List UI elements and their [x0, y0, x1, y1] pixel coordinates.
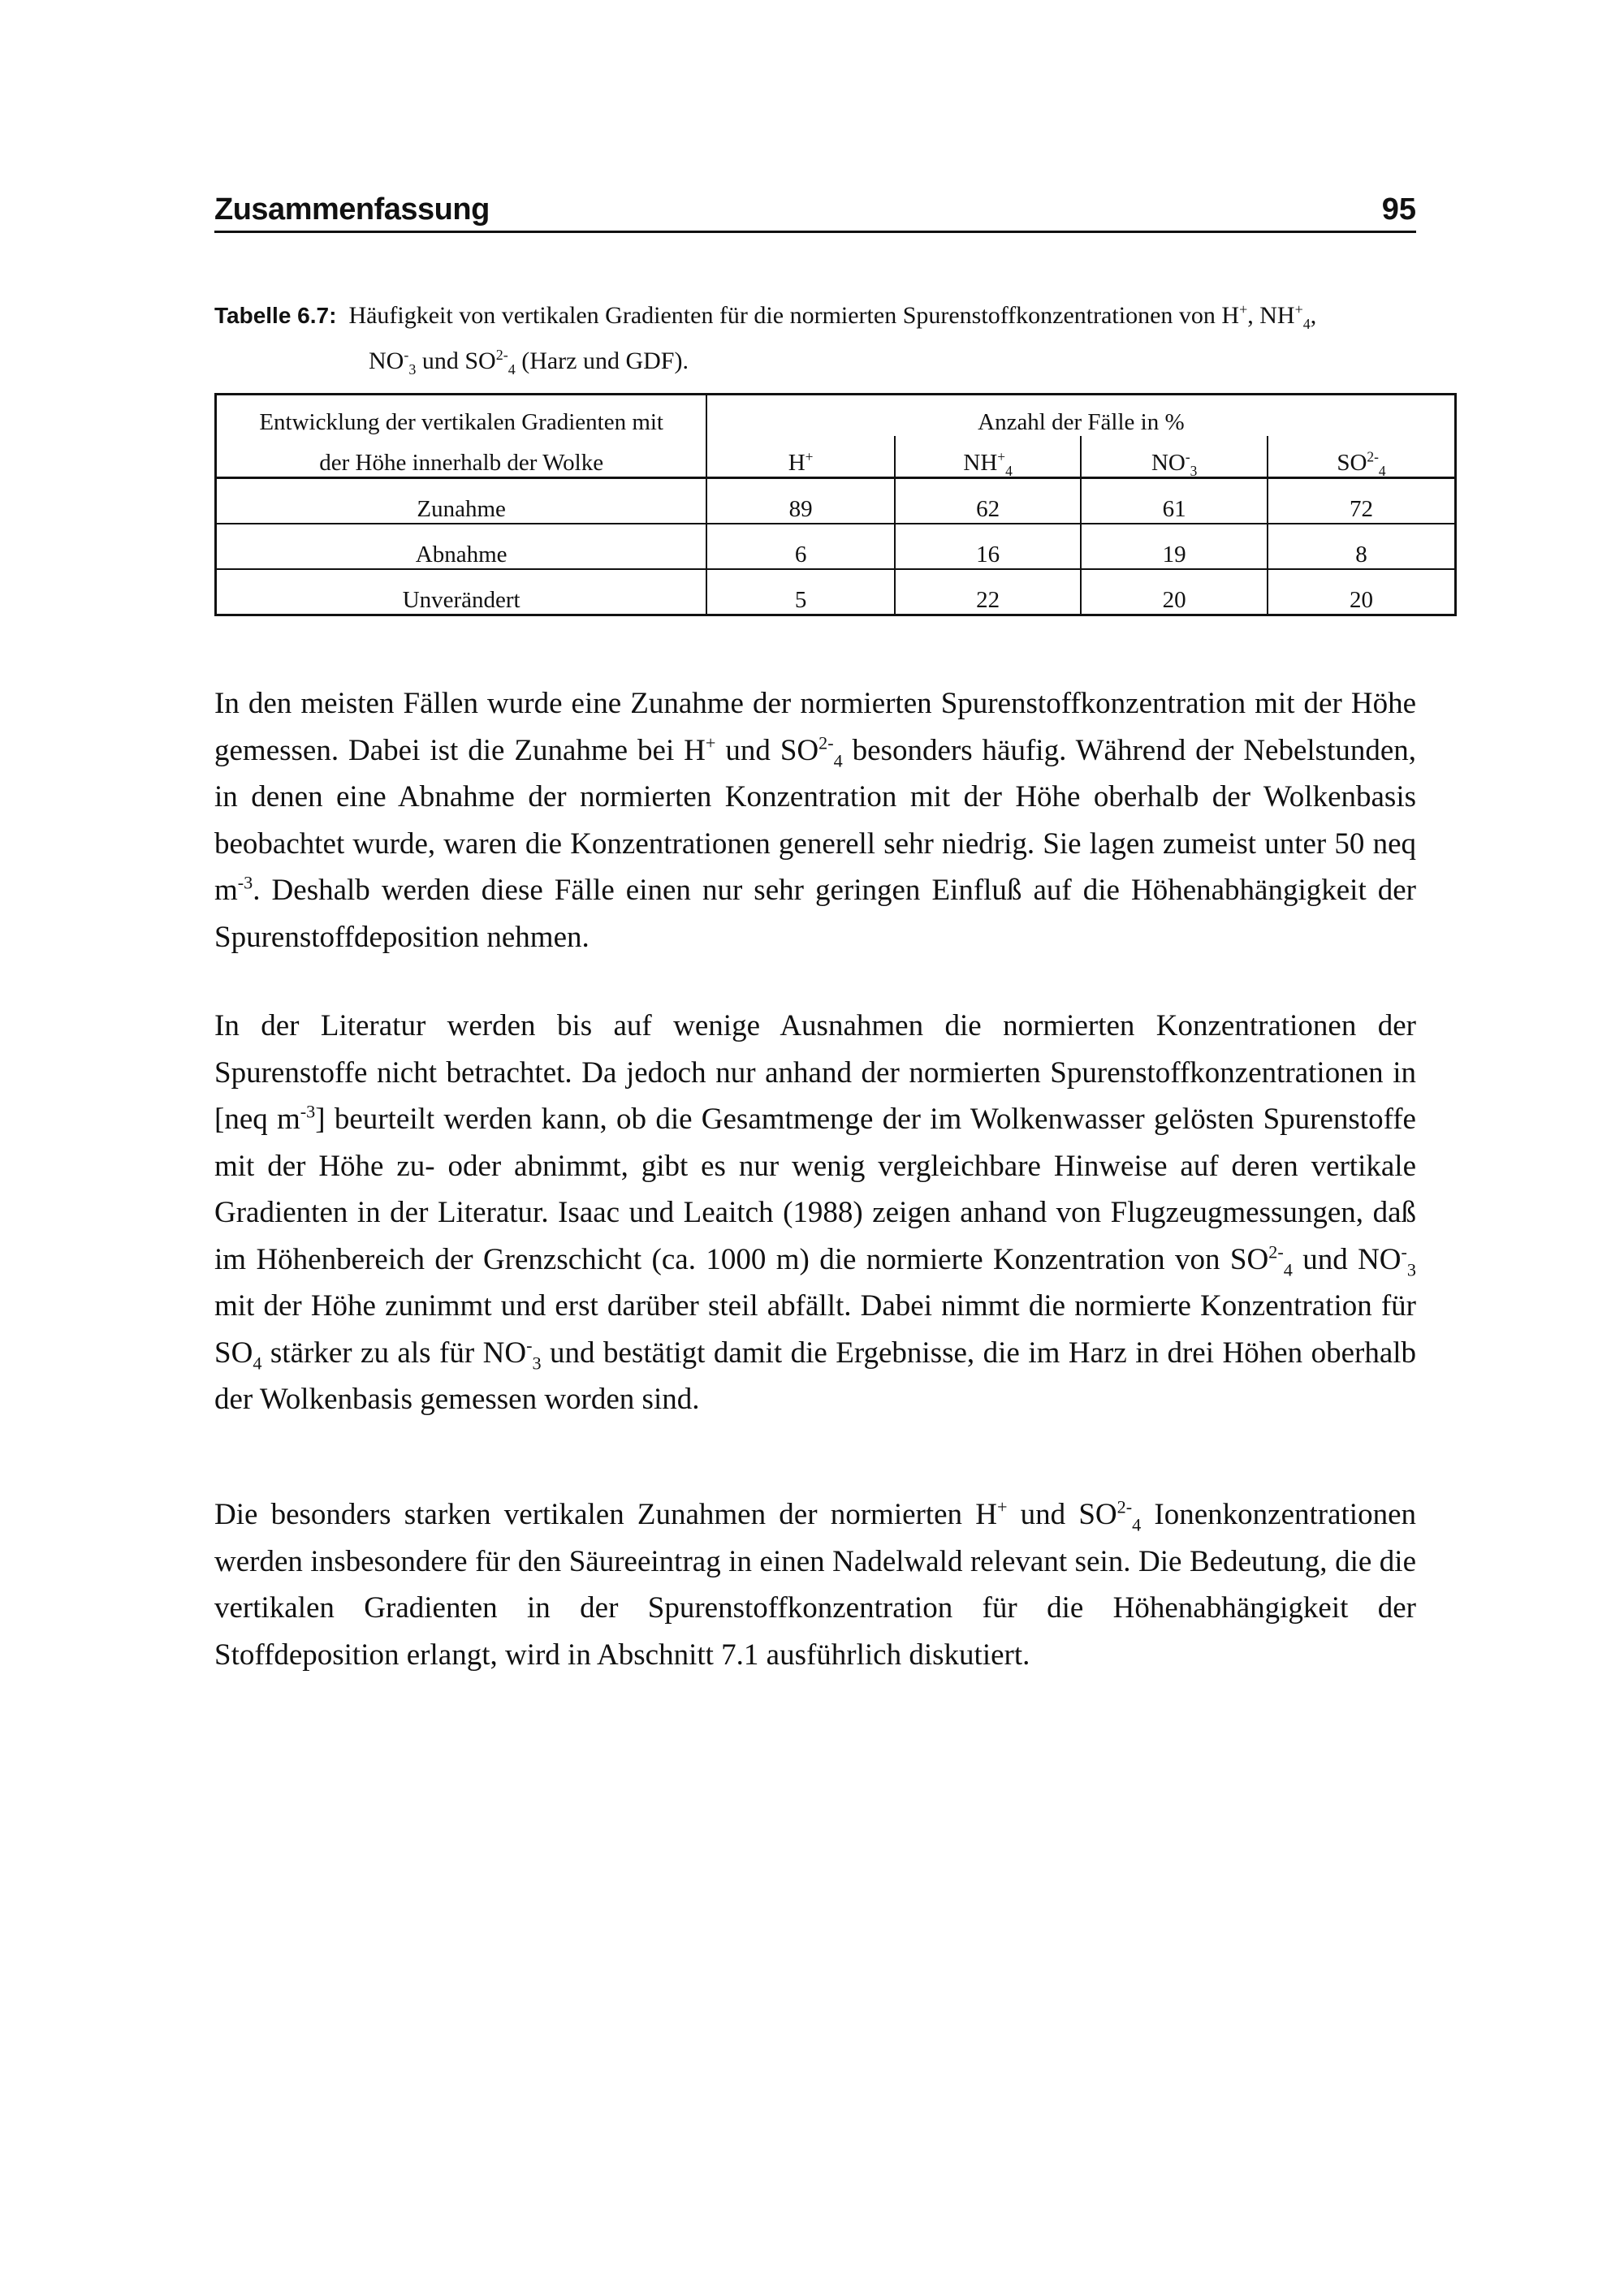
group-header: Anzahl der Fälle in %: [895, 395, 1268, 437]
page-number: 95: [1381, 192, 1416, 227]
running-header: [214, 190, 1416, 233]
col-header-h: H+: [706, 436, 894, 478]
table-row: Abnahme 6 16 19 8: [216, 524, 1456, 569]
gradient-frequency-table: Entwicklung der vertikalen Gradienten mit Anzahl der Fälle in % der Höhe innerhalb der Wolke H+ $NH^+_4$ $NO^-_3$ $SO^{2-}_4$ Zunahme 89 62 61 72 Abnahme 6 16 19 8 Unverändert 5 22 20 20: [214, 393, 1457, 616]
table-row: Unverändert 5 22 20 20: [216, 569, 1456, 615]
paragraph-2: In der Literatur werden bis auf wenige Ausnahmen die normierten Konzentrationen der Spurenstoffe nicht betrachtet. Da jedoch nur anhand der normierten Spurenstoffkonzentrationen in [neq $m^{-3}$] beurteilt werden kann, ob die Gesamtmenge der im Wolkenwasser gelösten Spurenstoffe mit der Höhe zu- oder abnimmt, gibt es nur wenig vergleichbare Hinweise auf deren vertikale Gradienten in der Literatur. Isaac und Leaitch (1988) zeigen anhand von Flugzeugmessungen, daß im Höhenbereich der Grenzschicht (ca. 1000 m) die normierte Konzentration von $SO^{2-}_4$ und $NO^-_3$ mit der Höhe zunimmt und erst darüber steil abfällt. Dabei nimmt die normierte Konzentration für $SO_4$ stärker zu als für $NO^-_3$ und bestätigt damit die Ergebnisse, die im Harz in drei Höhen oberhalb der Wolkenbasis gemessen worden sind.: [214, 1009, 1417, 1416]
col-header-so4: $SO^{2-}_4$: [1268, 436, 1456, 478]
table-row: Zunahme 89 62 61 72: [216, 478, 1456, 524]
chapter-title: Zusammenfassung: [214, 192, 490, 227]
col-header-nh4: $NH^+_4$: [895, 436, 1082, 478]
col-header-no3: $NO^-_3$: [1081, 436, 1268, 478]
paragraph-3: Die besonders starken vertikalen Zunahmen der normierten H+ und $SO^{2-}_4$ Ionenkonzentrationen werden insbesondere für den Säureeintrag in einen Nadelwald relevant sein. Die Bedeutung, die die vertikalen Gradienten in der Spurenstoffkonzentration für die Höhenabhängigkeit der Stoffdeposition erlangt, wird in Abschnitt 7.1 ausführlich diskutiert.: [214, 1496, 1416, 1672]
caption-text: Häufigkeit von vertikalen Gradienten für die normierten Spurenstoffkonzentrationen von H: [348, 302, 1240, 329]
row-header: Entwicklung der vertikalen Gradienten mit: [216, 395, 707, 437]
paragraph-1: In den meisten Fällen wurde eine Zunahme der normierten Spurenstoffkonzentration mit der Höhe gemessen. Dabei ist die Zunahme bei H+ und $SO^{2-}_4$ besonders häufig. Während der Nebelstunden, in denen eine Abnahme der normierten Konzentration mit der Höhe oberhalb der Wolkenbasis beobachtet wurde, waren die Konzentrationen generell sehr niedrig. Sie lagen zumeist unter 50 neq $m^{-3}$. Deshalb werden diese Fälle einen nur sehr geringen Einfluß auf die Höhenabhängigkeit der Spurenstoffdeposition nehmen.: [214, 687, 1417, 954]
caption-label: Tabelle 6.7:: [214, 303, 337, 328]
